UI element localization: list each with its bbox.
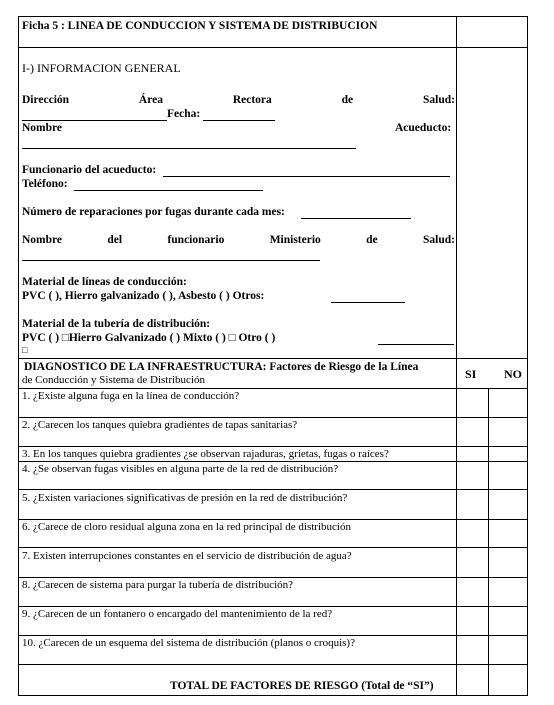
si-column-header: SI [465, 367, 477, 381]
question-row: 7. Existen interrupciones constantes en el servicio de distribución de agua? [22, 550, 352, 562]
question-row: 8. ¿Carecen de sistema para purgar la tubería de distribución? [22, 579, 294, 591]
row-rule-5 [18, 519, 527, 520]
otros-blank[interactable] [331, 302, 405, 303]
title-rule [18, 47, 527, 48]
acueducto-label: Acueducto: [395, 122, 452, 134]
question-row: 6. ¿Carece de cloro residual alguna zona en la red principal de distribución [22, 521, 351, 533]
question-row: 10. ¿Carecen de un esquema del sistema de distribución (planos o croquis)? [22, 637, 355, 649]
no-column-header: NO [504, 367, 522, 381]
direccion-word: Área [138, 94, 163, 106]
row-rule-2 [18, 446, 527, 447]
nombre-funcionario-word: Ministerio [269, 234, 321, 246]
direccion-blank[interactable] [22, 120, 167, 121]
header-rule [18, 388, 527, 389]
row-rule-9 [18, 635, 527, 636]
direccion-word: de [341, 94, 354, 106]
direccion-row [22, 94, 455, 107]
general-info-heading: I-) INFORMACION GENERAL [22, 61, 181, 75]
nombre-funcionario-word: de [366, 234, 378, 246]
nombre-funcionario-word: Salud: [423, 234, 455, 246]
direccion-word: Dirección [22, 94, 70, 106]
nombre-blank[interactable] [22, 148, 356, 149]
row-rule-8 [18, 606, 527, 607]
small-checkbox[interactable]: □ [22, 345, 28, 355]
row-rule-3 [18, 461, 527, 462]
conduccion-options: PVC ( ), Hierro galvanizado ( ), Asbesto ( ) Otros: [22, 290, 265, 302]
question-row: 1. ¿Existe alguna fuga en la línea de conducción? [22, 390, 240, 402]
reparaciones-label: Número de reparaciones por fugas durante cada mes: [22, 206, 285, 218]
row-rule-7 [18, 577, 527, 578]
total-factores-label: TOTAL DE FACTORES DE RIESGO (Total de “SI”) [170, 680, 434, 692]
telefono-blank[interactable] [74, 190, 263, 191]
material-conduccion-label: Material de líneas de conducción: [22, 276, 187, 288]
otro-blank[interactable] [378, 344, 454, 345]
funcionario-blank[interactable] [163, 176, 450, 177]
question-row: 5. ¿Existen variaciones significativas de presión en la red de distribución? [22, 492, 348, 504]
direccion-word: Rectora [232, 94, 272, 106]
question-row: 2. ¿Carecen los tanques quiebra gradientes de tapas sanitarias? [22, 419, 298, 431]
reparaciones-blank[interactable] [301, 218, 411, 219]
form-frame [18, 16, 528, 696]
fecha-label: Fecha: [167, 108, 201, 120]
question-row: 9. ¿Carecen de un fontanero o encargado del mantenimiento de la red? [22, 608, 333, 620]
row-rule-6 [18, 547, 527, 548]
row-rule-1 [18, 417, 527, 418]
section-two-rule [18, 358, 527, 359]
question-row: 4. ¿Se observan fugas visibles en alguna parte de la red de distribución? [22, 463, 339, 475]
diagnostico-heading: DIAGNOSTICO DE LA INFRAESTRUCTURA: Factores de Riesgo de la Línea [24, 361, 419, 373]
funcionario-label: Funcionario del acueducto: [22, 164, 157, 176]
nombre-funcionario-word: Nombre [22, 234, 63, 246]
nombre-funcionario-word: funcionario [167, 234, 225, 246]
right-column-divider [456, 16, 457, 695]
telefono-label: Teléfono: [22, 178, 68, 190]
row-rule-4 [18, 489, 527, 490]
material-distribucion-label: Material de la tubería de distribución: [22, 318, 211, 330]
row-rule-10 [18, 664, 527, 665]
form-title: Ficha 5 : LINEA DE CONDUCCION Y SISTEMA DE DISTRIBUCION [22, 20, 378, 32]
question-row: 3. En los tanques quiebra gradientes ¿se observan rajaduras, grietas, fugas o raíces? [22, 448, 389, 460]
nombre-funcionario-word: del [107, 234, 123, 246]
fecha-blank[interactable] [203, 120, 275, 121]
si-no-divider [488, 388, 489, 695]
nombre-funcionario-blank[interactable] [22, 260, 320, 261]
diagnostico-heading-line2: de Conducción y Sistema de Distribución [22, 374, 205, 386]
nombre-label: Nombre [22, 122, 63, 134]
nombre-funcionario-row [22, 234, 455, 247]
direccion-word: Salud: [423, 94, 455, 106]
distribucion-options: PVC ( ) □Hierro Galvanizado ( ) Mixto ( ) □ Otro ( ) [22, 332, 276, 344]
